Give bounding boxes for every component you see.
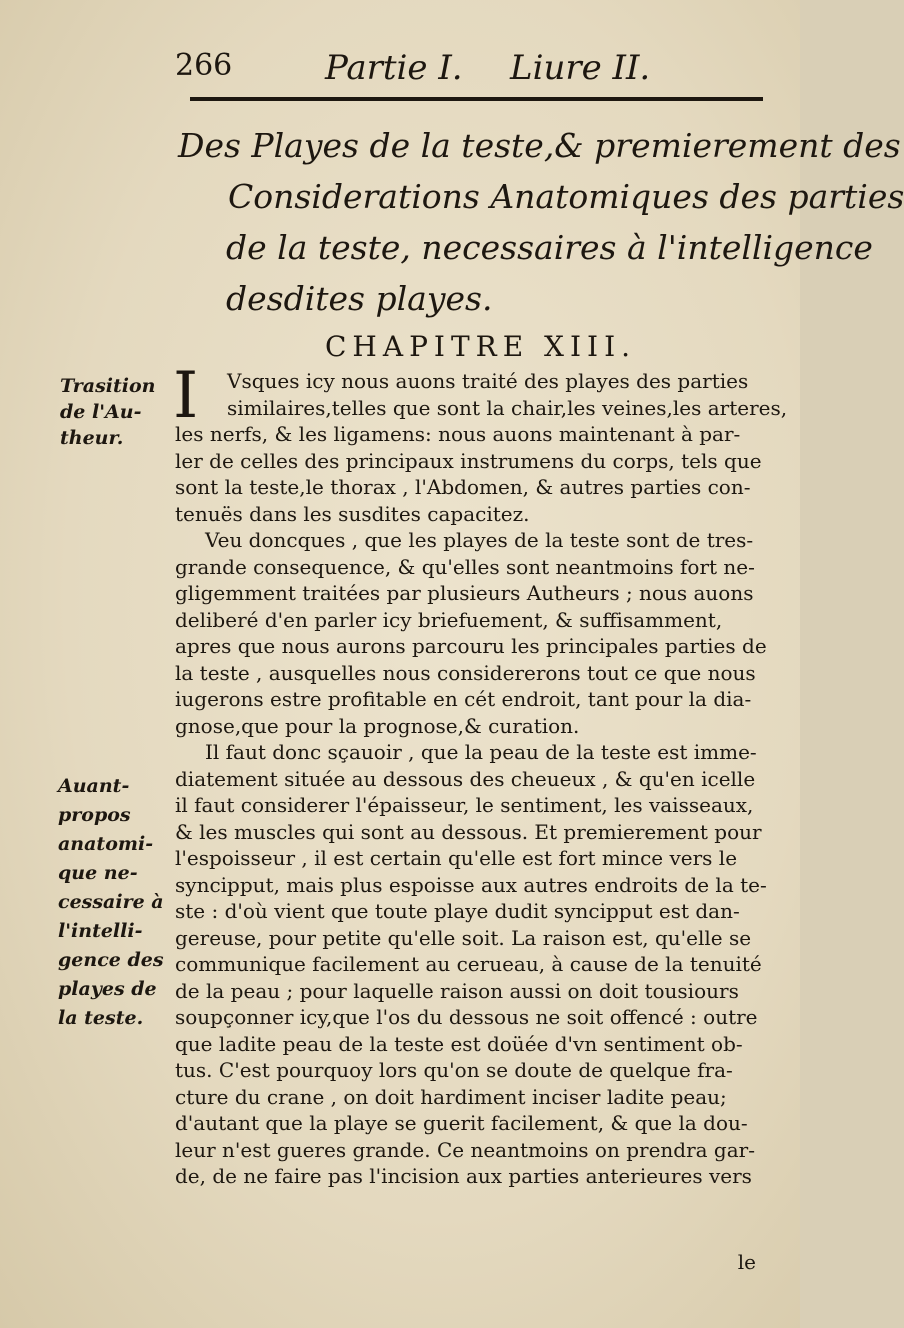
margin-note-line: la teste. xyxy=(58,1007,144,1029)
text-line: sont la teste,le thorax , l'Abdomen, & autres parties con- xyxy=(175,475,751,499)
text-line: les nerfs, & les ligamens: nous auons maintenant à par- xyxy=(175,422,741,446)
text-line: l'espoisseur , il est certain qu'elle est fort mince vers le xyxy=(175,846,738,870)
margin-note-line: gence des xyxy=(58,949,164,971)
header-rule xyxy=(190,97,763,101)
margin-note-line: de l'Au- xyxy=(60,401,142,423)
text-line: cture du crane , on doit hardiment inciser ladite peau; xyxy=(175,1084,727,1109)
margin-note-line: playes de xyxy=(58,978,157,1000)
text-line: d'autant que la playe se guerit facilement, & que la dou- xyxy=(175,1111,748,1135)
text-line: leur n'est gueres grande. Ce neantmoins on prendra gar- xyxy=(175,1137,755,1162)
title-line: Considerations Anatomiques des parties xyxy=(228,177,904,216)
text-line: Vsques icy nous auons traité des playes des parties xyxy=(227,369,749,393)
margin-note-line: cessaire à xyxy=(58,891,164,913)
text-line: ler de celles des principaux instrumens du corps, tels que xyxy=(175,448,762,473)
text-line: Il faut donc sçauoir , que la peau de la teste est imme- xyxy=(205,740,757,764)
chapter-heading: CHAPITRE XIII. xyxy=(325,330,637,363)
margin-note-line: l'intelli- xyxy=(58,920,143,942)
margin-note-line: anatomi- xyxy=(58,833,154,855)
title-line: de la teste, necessaires à l'intelligence xyxy=(226,228,873,267)
text-line: syncipput, mais plus espoisse aux autres endroits de la te- xyxy=(175,872,767,897)
text-line: gereuse, pour petite qu'elle soit. La raison est, qu'elle se xyxy=(175,925,752,950)
text-line: la teste , ausquelles nous considererons tout ce que nous xyxy=(175,660,756,685)
text-line: deliberé d'en parler icy briefuement, & suffisamment, xyxy=(175,607,723,632)
section-title xyxy=(178,120,904,324)
text-line: iugerons estre profitable en cét endroit, tant pour la dia- xyxy=(175,687,752,711)
text-line: ste : d'où vient que toute playe dudit syncipput est dan- xyxy=(175,899,740,923)
margin-note-line: theur. xyxy=(60,427,124,449)
text-line: communique facilement au cerueau, à cause de la tenuité xyxy=(175,952,762,976)
text-line: diatement située au dessous des cheueux , & qu'en icelle xyxy=(175,766,756,791)
margin-note-line: Auant- xyxy=(58,775,130,797)
title-line: desdites playes. xyxy=(226,279,493,318)
text-line: soupçonner icy,que l'os du dessous ne soit offencé : outre xyxy=(175,1005,758,1029)
margin-note-avant-propos xyxy=(58,772,178,1033)
text-line: de, de ne faire pas l'incision aux parties anterieures vers xyxy=(175,1164,752,1188)
text-line: apres que nous aurons parcouru les principales parties de xyxy=(175,634,767,658)
text-line: tus. C'est pourquoy lors qu'on se doute de quelque fra- xyxy=(175,1058,733,1082)
margin-note-line: propos xyxy=(58,804,131,826)
title-line: Des Playes de la teste,& premierement des xyxy=(178,126,901,165)
margin-note-transition xyxy=(60,373,180,451)
text-line: similaires,telles que sont la chair,les veines,les arteres, xyxy=(227,395,788,420)
page-number: 266 xyxy=(175,48,233,83)
body-text xyxy=(173,359,788,1190)
text-line: de la peau ; pour laquelle raison aussi on doit tousiours xyxy=(175,978,739,1003)
text-line: & les muscles qui sont au dessous. Et premierement pour xyxy=(175,819,762,844)
text-line: gligemment traitées par plusieurs Autheurs ; nous auons xyxy=(175,581,754,605)
text-line: tenuës dans les susdites capacitez. xyxy=(175,501,530,526)
text-line: Veu doncques , que les playes de la teste sont de tres- xyxy=(205,528,754,552)
book-label: Liure II. xyxy=(510,48,651,88)
margin-note-line: Trasition xyxy=(60,375,156,397)
text-line: gnose,que pour la prognose,& curation. xyxy=(175,713,580,738)
text-line: que ladite peau de la teste est doüée d'vn sentiment ob- xyxy=(175,1031,743,1056)
part-label: Partie I. xyxy=(325,48,463,88)
running-header xyxy=(175,48,775,94)
margin-note-line: que ne- xyxy=(58,862,138,884)
text-line: grande consequence, & qu'elles sont neantmoins fort ne- xyxy=(175,554,755,579)
catchword: le xyxy=(737,1250,756,1274)
drop-cap: I xyxy=(173,359,199,433)
text-line: il faut considerer l'épaisseur, le sentiment, les vaisseaux, xyxy=(175,793,754,817)
